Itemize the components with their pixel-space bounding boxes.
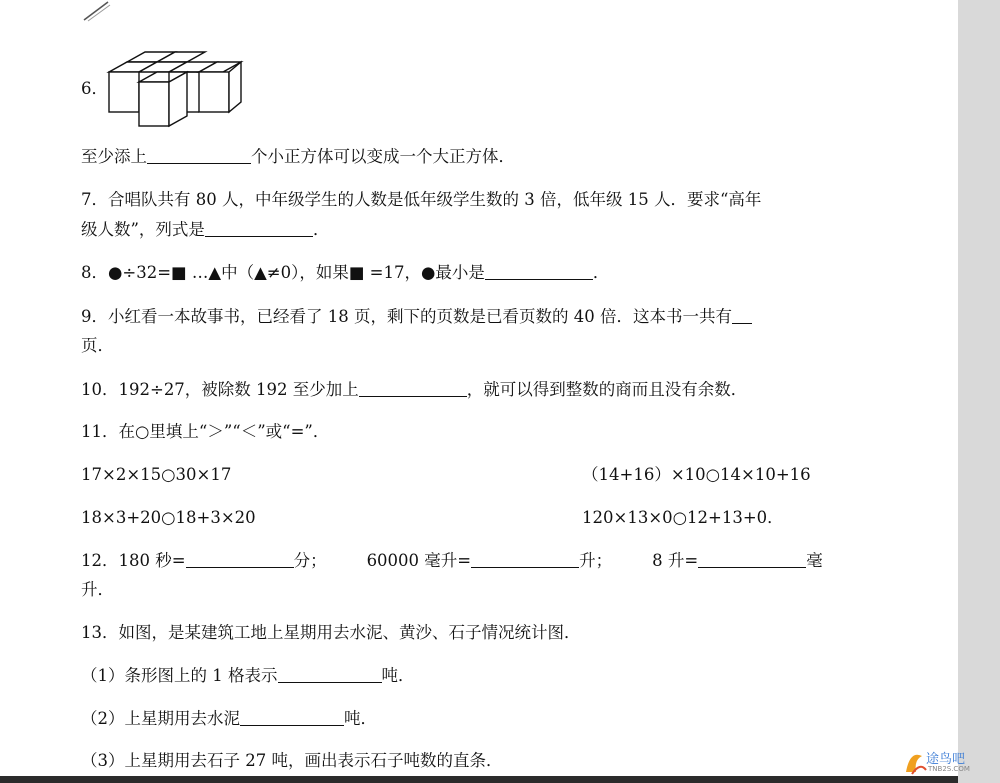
- scrollbar-track[interactable]: [958, 0, 1000, 783]
- q6-text-before: 至少添上: [81, 147, 147, 166]
- q12-part2-after: 升；: [579, 551, 613, 570]
- bottom-taskbar-edge: [0, 776, 958, 783]
- question-11-title: 11．在○里填上“＞”“＜”或“=”．: [81, 422, 330, 441]
- q12-blank-1[interactable]: [186, 551, 294, 568]
- q8-text-after: ．: [592, 263, 610, 282]
- q10-answer-blank[interactable]: [359, 380, 467, 397]
- q13-blank-2[interactable]: [240, 709, 344, 726]
- q13-sub-2: [81, 708, 377, 730]
- q12-blank-3[interactable]: [698, 551, 806, 568]
- q11-row2-right: 120×13×0○12+13+0．: [582, 508, 784, 527]
- q12-part2-before: 60000 毫升=: [366, 551, 472, 570]
- question-6: [81, 146, 515, 168]
- q9-answer-blank[interactable]: [732, 307, 752, 324]
- question-10: [81, 379, 747, 401]
- q10-text-before: 10．192÷27，被除数 192 至少加上: [81, 380, 359, 399]
- q12-part3-before: 8 升=: [652, 551, 699, 570]
- question-9-line-2: 页．: [81, 336, 114, 355]
- q10-text-after: ，就可以得到整数的商而且没有余数．: [466, 380, 748, 399]
- q12-part1-before: 12．180 秒=: [81, 551, 186, 570]
- watermark-subtext: TNB2S.COM: [928, 765, 970, 773]
- q13-sub1-before: （1）条形图上的 1 格表示: [81, 666, 278, 685]
- q11-row2-left: 18×3+20○18+3×20: [81, 508, 256, 527]
- q13-sub-1: [81, 665, 415, 687]
- question-13-title: 13．如图，是某建筑工地上星期用去水泥、黄沙、石子情况统计图．: [81, 623, 581, 642]
- q7-text-before: 级人数”，列式是: [81, 220, 205, 239]
- cube-figure: [105, 50, 245, 130]
- q13-sub-3: （3）上星期用去石子 27 吨，画出表示石子吨数的直条．: [81, 751, 503, 770]
- q13-blank-1[interactable]: [278, 666, 382, 683]
- q7-answer-blank[interactable]: [205, 220, 313, 237]
- q11-row1-right: （14+16）×10○14×10+16: [582, 465, 811, 484]
- q8-text-before: 8．●÷32=■ …▲中（▲≠0），如果■ =17，●最小是: [81, 263, 485, 282]
- q7-text-after: ．: [312, 220, 330, 239]
- question-12-line-1: [81, 550, 823, 572]
- q13-sub2-before: （2）上星期用去水泥: [81, 709, 240, 728]
- question-8: [81, 262, 609, 284]
- q6-answer-blank[interactable]: [147, 147, 251, 164]
- q6-text-after: 个小正方体可以变成一个大正方体．: [251, 147, 515, 166]
- q12-part3-after: 毫: [806, 551, 823, 570]
- q13-sub2-after: 吨．: [344, 709, 377, 728]
- question-7-line-2: [81, 219, 329, 241]
- question-9-line-1: [81, 306, 752, 328]
- watermark-text: 途鸟吧: [926, 752, 966, 767]
- q13-sub1-after: 吨．: [381, 666, 415, 685]
- q12-blank-2[interactable]: [471, 551, 579, 568]
- pencil-stroke-decoration: [82, 0, 112, 22]
- q11-row1-left: 17×2×15○30×17: [81, 465, 232, 484]
- question-6-number: 6．: [81, 79, 108, 98]
- q12-part1-after: 分；: [293, 551, 327, 570]
- question-12-line-2: 升．: [81, 580, 114, 599]
- q9-text: 9．小红看一本故事书，已经看了 18 页，剩下的页数是已看页数的 40 倍．这本书一共有: [81, 307, 732, 326]
- question-7-line-1: 7．合唱队共有 80 人，中年级学生的人数是低年级学生数的 3 倍，低年级 15 人．要求“高年: [81, 190, 762, 209]
- q8-answer-blank[interactable]: [485, 263, 593, 280]
